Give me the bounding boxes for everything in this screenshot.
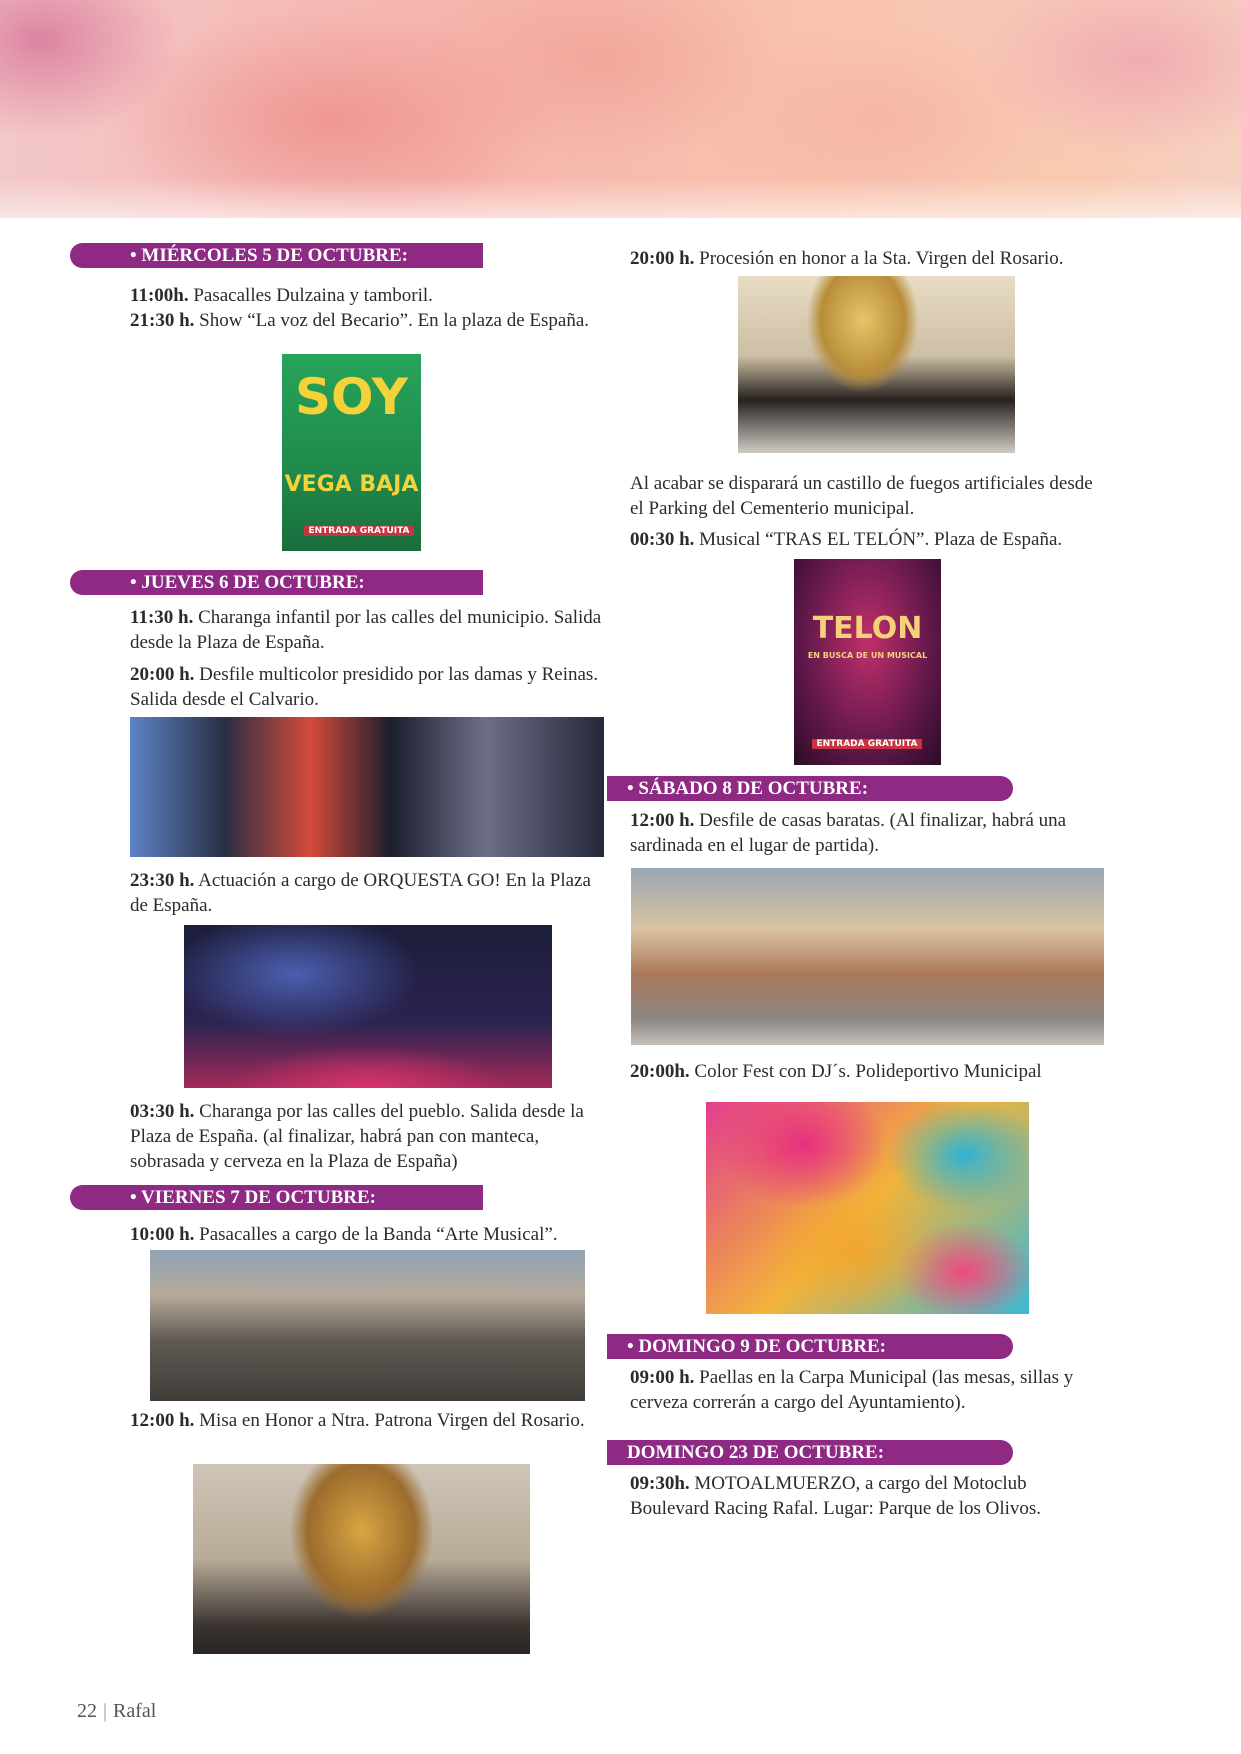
event-thu-4: 03:30 h. Charanga por las calles del pueblo. Salida desde la Plaza de España. (al finalizar, habrá pan con manteca, sobrasada y cerveza en la Plaza de España)	[130, 1101, 584, 1172]
day-header-thursday: • JUEVES 6 DE OCTUBRE:	[70, 570, 483, 595]
event-wed-1: 11:00h. Pasacalles Dulzaina y tamboril.	[130, 285, 433, 306]
poster-tras-el-telon: TELON EN BUSCA DE UN MUSICAL ENTRADA GRATUITA	[794, 559, 941, 765]
event-thu-3: 23:30 h. Actuación a cargo de ORQUESTA GO! En la Plaza de España.	[130, 870, 591, 916]
event-time: 20:00 h.	[630, 248, 695, 269]
event-fri-5: 00:30 h. Musical “TRAS EL TELÓN”. Plaza de España.	[630, 529, 1063, 550]
event-time: 21:30 h.	[130, 310, 195, 331]
event-wed-2: 21:30 h. Show “La voz del Becario”. En la plaza de España.	[130, 310, 590, 331]
event-thu-1: 11:30 h. Charanga infantil por las calles del municipio. Salida desde la Plaza de España.	[130, 607, 602, 653]
day-header-sunday-9: • DOMINGO 9 DE OCTUBRE:	[607, 1334, 1013, 1359]
photo-color-fest	[706, 1102, 1029, 1314]
event-fri-2: 12:00 h. Misa en Honor a Ntra. Patrona Virgen del Rosario.	[130, 1410, 585, 1431]
photo-desfile-multicolor	[130, 717, 604, 857]
page-footer: 22 | Rafal	[77, 1700, 157, 1722]
event-sun23-1: 09:30h. MOTOALMUERZO, a cargo del Motoclub Boulevard Racing Rafal. Lugar: Parque de los Olivos.	[630, 1473, 1042, 1519]
photo-orquesta-go	[184, 925, 552, 1088]
event-time: 11:00h.	[130, 285, 189, 306]
photo-misa	[193, 1464, 530, 1654]
event-time: 20:00 h.	[130, 664, 195, 685]
decorative-banner	[0, 0, 1241, 218]
day-header-wednesday: • MIÉRCOLES 5 DE OCTUBRE:	[70, 243, 483, 268]
event-fri-3: 20:00 h. Procesión en honor a la Sta. Virgen del Rosario.	[630, 248, 1064, 269]
publication-name: Rafal	[113, 1700, 157, 1722]
event-time: 00:30 h.	[630, 529, 695, 550]
photo-banda-arte-musical	[150, 1250, 585, 1401]
day-header-saturday: • SÁBADO 8 DE OCTUBRE:	[607, 776, 1013, 801]
event-thu-2: 20:00 h. Desfile multicolor presidido por las damas y Reinas. Salida desde el Calvario.	[130, 664, 599, 710]
event-time: 03:30 h.	[130, 1101, 195, 1122]
photo-desfile-casas-baratas	[631, 868, 1104, 1045]
event-sun9-1: 09:00 h. Paellas en la Carpa Municipal (las mesas, sillas y cerveza correrán a cargo del Ayuntamiento).	[630, 1367, 1074, 1413]
event-sat-1: 12:00 h. Desfile de casas baratas. (Al finalizar, habrá una sardinada en el lugar de partida).	[630, 810, 1067, 856]
event-time: 12:00 h.	[630, 810, 695, 831]
day-header-friday: • VIERNES 7 DE OCTUBRE:	[70, 1185, 483, 1210]
photo-procesion	[738, 276, 1015, 453]
event-fri-4: Al acabar se disparará un castillo de fuegos artificiales desde el Parking del Cementerio municipal.	[630, 473, 1093, 519]
event-time: 12:00 h.	[130, 1410, 195, 1431]
event-sat-2: 20:00h. Color Fest con DJ´s. Polideportivo Municipal	[630, 1061, 1042, 1082]
page-number: 22	[77, 1700, 97, 1722]
event-fri-1: 10:00 h. Pasacalles a cargo de la Banda “Arte Musical”.	[130, 1224, 558, 1245]
event-time: 11:30 h.	[130, 607, 194, 628]
event-time: 09:30h.	[630, 1473, 690, 1494]
event-time: 23:30 h.	[130, 870, 195, 891]
day-header-sunday-23: DOMINGO 23 DE OCTUBRE:	[607, 1440, 1013, 1465]
event-time: 20:00h.	[630, 1061, 690, 1082]
event-time: 10:00 h.	[130, 1224, 195, 1245]
poster-soy-vega-baja: SOY VEGA BAJA ENTRADA GRATUITA	[282, 354, 421, 551]
event-time: 09:00 h.	[630, 1367, 695, 1388]
